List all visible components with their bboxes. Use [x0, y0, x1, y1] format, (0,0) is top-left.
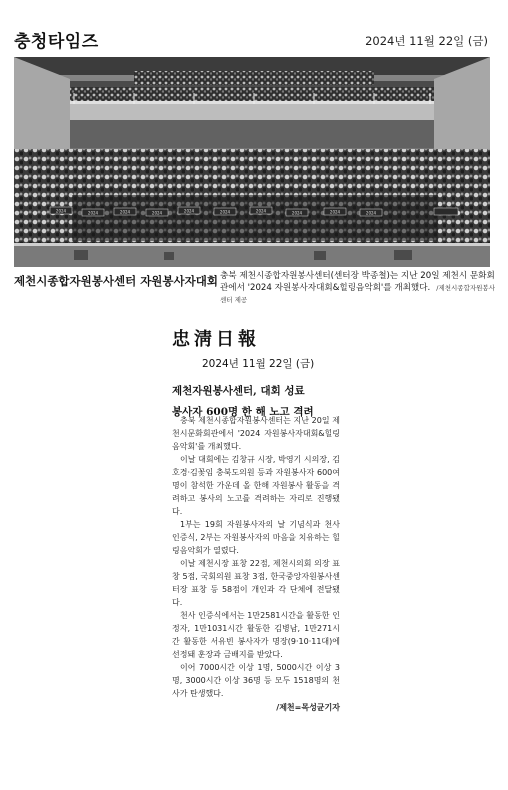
placard-text: 2024 [329, 209, 341, 215]
placard-text: 2024 [55, 208, 67, 214]
placard-text: 2024 [291, 210, 303, 216]
article-paragraph: 이날 제천시장 표창 22점, 제천시의회 의장 표창 5점, 국회의원 표창 3점, 한국중앙자원봉사센터장 표창 등 58점이 개인과 각 단체에 전달됐다. [172, 559, 340, 607]
photo-caption-text [220, 270, 500, 306]
article-header [172, 325, 342, 423]
placard-text: 2024 [87, 210, 99, 216]
article-paragraph: 충북 제천시종합자원봉사센터는 지난 20일 제천시문화회관에서 '2024 자원봉사자대회&힐링음악회'를 개최했다. [172, 416, 340, 451]
article-paragraph: 이날 대회에는 김창규 시장, 박영기 시의장, 김호경·김꽃임 충북도의원 등과 자원봉사자 600여 명이 참석한 가운데 올 한해 자원봉사 활동을 격려하고 봉사의 노고를 격려하는 자리로 진행됐다. [172, 455, 340, 516]
photo-caption-title: 제천시종합자원봉사센터 자원봉사자대회 [14, 274, 218, 288]
placard-text: 2024 [151, 210, 163, 216]
auditorium-illustration [14, 57, 490, 267]
article-date: 2024년 11월 22일 (금) [202, 358, 315, 370]
newspaper-name: 충청타임즈 [14, 32, 99, 52]
headline-line-2: 봉사자 600명 한 해 노고 격려 [172, 406, 314, 418]
masthead: 忠淸日報 [172, 329, 260, 350]
article-paragraph: 이어 7000시간 이상 1명, 5000시간 이상 3명, 3000시간 이상 36명 등 모두 1518명의 천사가 탄생했다. [172, 663, 340, 698]
article-paragraph: 1부는 19회 자원봉사자의 날 기념식과 천사 인증식, 2부는 자원봉사자의 마음을 치유하는 힐링음악회가 열렸다. [172, 520, 340, 555]
placard-text: 2024 [119, 209, 131, 215]
headline-line-1: 제천자원봉사센터, 대회 성료 [172, 385, 305, 397]
photo-credit: /제천시종합자원봉사센터 제공 [220, 284, 495, 304]
placard-text: 2024 [255, 208, 267, 214]
placard-text: 2024 [365, 210, 377, 216]
publication-date: 2024년 11월 22일 (금) [365, 34, 488, 48]
placard-text: 2024 [219, 209, 231, 215]
caption-body: 충북 제천시종합자원봉사센터(센터장 박종철)는 지난 20일 제천시 문화회관에서 '2024 자원봉사자대회&힐링음악회'를 개최했다. [220, 271, 495, 293]
article-body [172, 414, 340, 714]
placard-text: 2024 [183, 208, 195, 214]
byline: /제천=목성균기자 [276, 703, 340, 712]
article-paragraph: 천사 인증식에서는 1만2581시간을 활동한 인정자, 1만1031시간 활동한 김병남, 1만271시간 활동한 서유빈 봉사자가 명장(9·10·11대)에 선정돼 훈장과 금배지를 받았다. [172, 611, 340, 659]
event-photo [14, 57, 490, 267]
